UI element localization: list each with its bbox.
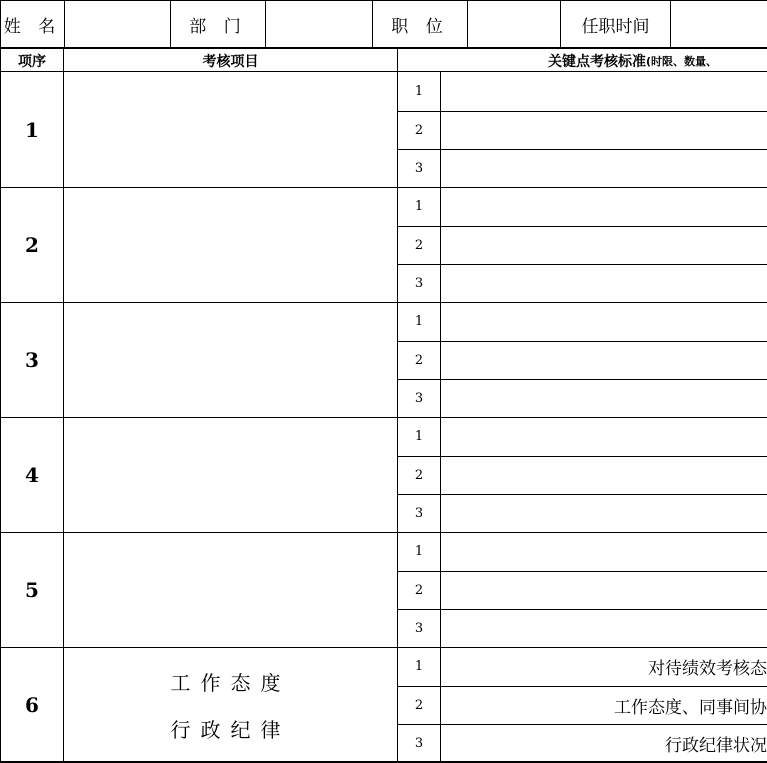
row-seq-number: 2 bbox=[25, 232, 39, 257]
sub-item-number: 1 bbox=[414, 659, 424, 674]
grid-line bbox=[397, 379, 767, 380]
sub-item-standard[interactable] bbox=[441, 149, 767, 187]
sub-item-standard: 对待绩效考核态 bbox=[648, 659, 767, 679]
grid-line bbox=[0, 47, 767, 49]
sub-item-standard[interactable] bbox=[441, 341, 767, 379]
item-column-header: 考核项目 bbox=[202, 53, 259, 70]
grid-line bbox=[397, 341, 767, 342]
sub-item-standard[interactable] bbox=[441, 302, 767, 341]
sub-item-standard[interactable] bbox=[441, 72, 767, 111]
tenure-field[interactable] bbox=[671, 1, 767, 47]
department-field[interactable] bbox=[266, 1, 372, 47]
sub-item-standard[interactable] bbox=[441, 379, 767, 417]
sub-item-number: 2 bbox=[414, 467, 424, 483]
grid-line bbox=[397, 571, 767, 572]
sub-item-number: 3 bbox=[414, 735, 424, 751]
grid-line bbox=[397, 456, 767, 457]
sub-item-standard[interactable] bbox=[441, 571, 767, 609]
row-seq-number: 3 bbox=[25, 347, 39, 372]
sub-item-number: 1 bbox=[414, 544, 424, 559]
sub-item-number: 2 bbox=[414, 122, 424, 138]
name-label: 姓 名 bbox=[3, 16, 62, 37]
sub-item-standard[interactable] bbox=[441, 609, 767, 647]
grid-line bbox=[63, 47, 64, 763]
row-item-field[interactable] bbox=[64, 72, 397, 187]
grid-line bbox=[397, 724, 767, 725]
sub-item-number: 3 bbox=[414, 275, 424, 291]
position-field[interactable] bbox=[468, 1, 560, 47]
standard-column-header bbox=[548, 49, 767, 72]
grid-line bbox=[397, 47, 398, 763]
grid-line bbox=[0, 47, 1, 763]
item-work-attitude: 工作态度 bbox=[170, 670, 291, 695]
row-item-field[interactable] bbox=[64, 187, 397, 302]
grid-line bbox=[397, 494, 767, 495]
sub-item-number: 2 bbox=[414, 237, 424, 253]
grid-line bbox=[0, 0, 1, 49]
sub-item-number: 1 bbox=[414, 314, 424, 329]
row-seq-number: 4 bbox=[25, 462, 39, 487]
sub-item-number: 1 bbox=[414, 84, 424, 99]
grid-line bbox=[397, 111, 767, 112]
grid-line bbox=[397, 149, 767, 150]
sub-item-standard[interactable] bbox=[441, 532, 767, 571]
sub-item-standard[interactable] bbox=[441, 456, 767, 494]
row-item-field[interactable] bbox=[64, 417, 397, 532]
grid-line bbox=[265, 0, 266, 49]
sub-item-standard[interactable] bbox=[441, 187, 767, 226]
position-label: 职 位 bbox=[391, 16, 449, 37]
row-item-field[interactable] bbox=[64, 532, 397, 647]
tenure-label: 任职时间 bbox=[581, 16, 650, 37]
sub-item-standard[interactable] bbox=[441, 417, 767, 456]
row-seq-number: 6 bbox=[25, 692, 39, 717]
grid-line bbox=[467, 0, 468, 49]
grid-line bbox=[397, 686, 767, 687]
grid-line bbox=[0, 647, 767, 648]
grid-line bbox=[0, 302, 767, 303]
grid-line bbox=[64, 0, 65, 49]
grid-line bbox=[670, 0, 671, 49]
sub-item-number: 2 bbox=[414, 697, 424, 713]
grid-line bbox=[560, 0, 561, 49]
name-field[interactable] bbox=[65, 1, 170, 47]
sub-item-number: 2 bbox=[414, 582, 424, 598]
sub-item-standard: 行政纪律状况 bbox=[665, 735, 767, 756]
sub-item-number: 3 bbox=[414, 160, 424, 176]
sub-item-number: 1 bbox=[414, 199, 424, 214]
item-admin-discipline: 行政纪律 bbox=[170, 717, 291, 742]
sub-item-standard[interactable] bbox=[441, 264, 767, 302]
sub-item-standard[interactable] bbox=[441, 226, 767, 264]
row-seq-number: 1 bbox=[25, 117, 39, 142]
grid-line bbox=[372, 0, 373, 49]
grid-line bbox=[397, 226, 767, 227]
grid-line bbox=[0, 0, 767, 1]
seq-column-header: 项序 bbox=[18, 53, 46, 70]
sub-item-number: 2 bbox=[414, 352, 424, 368]
grid-line bbox=[440, 71, 441, 763]
sub-item-standard: 工作态度、同事间协 bbox=[614, 697, 767, 718]
department-label: 部 门 bbox=[189, 16, 247, 37]
sub-item-standard[interactable] bbox=[441, 494, 767, 532]
grid-line bbox=[0, 532, 767, 533]
standard-column-note: (时限、数量、 bbox=[646, 54, 718, 68]
row-item-cell bbox=[64, 647, 397, 762]
grid-line bbox=[0, 71, 767, 72]
sub-item-number: 1 bbox=[414, 429, 424, 444]
grid-line bbox=[0, 417, 767, 418]
row-seq-number: 5 bbox=[25, 577, 39, 602]
grid-line bbox=[397, 609, 767, 610]
standard-column-title: 关键点考核标准 bbox=[548, 53, 646, 70]
sub-item-number: 3 bbox=[414, 620, 424, 636]
grid-line bbox=[0, 187, 767, 188]
sub-item-standard[interactable] bbox=[441, 111, 767, 149]
sub-item-number: 3 bbox=[414, 505, 424, 521]
grid-line bbox=[170, 0, 171, 49]
row-item-field[interactable] bbox=[64, 302, 397, 417]
sub-item-number: 3 bbox=[414, 390, 424, 406]
grid-line bbox=[397, 264, 767, 265]
